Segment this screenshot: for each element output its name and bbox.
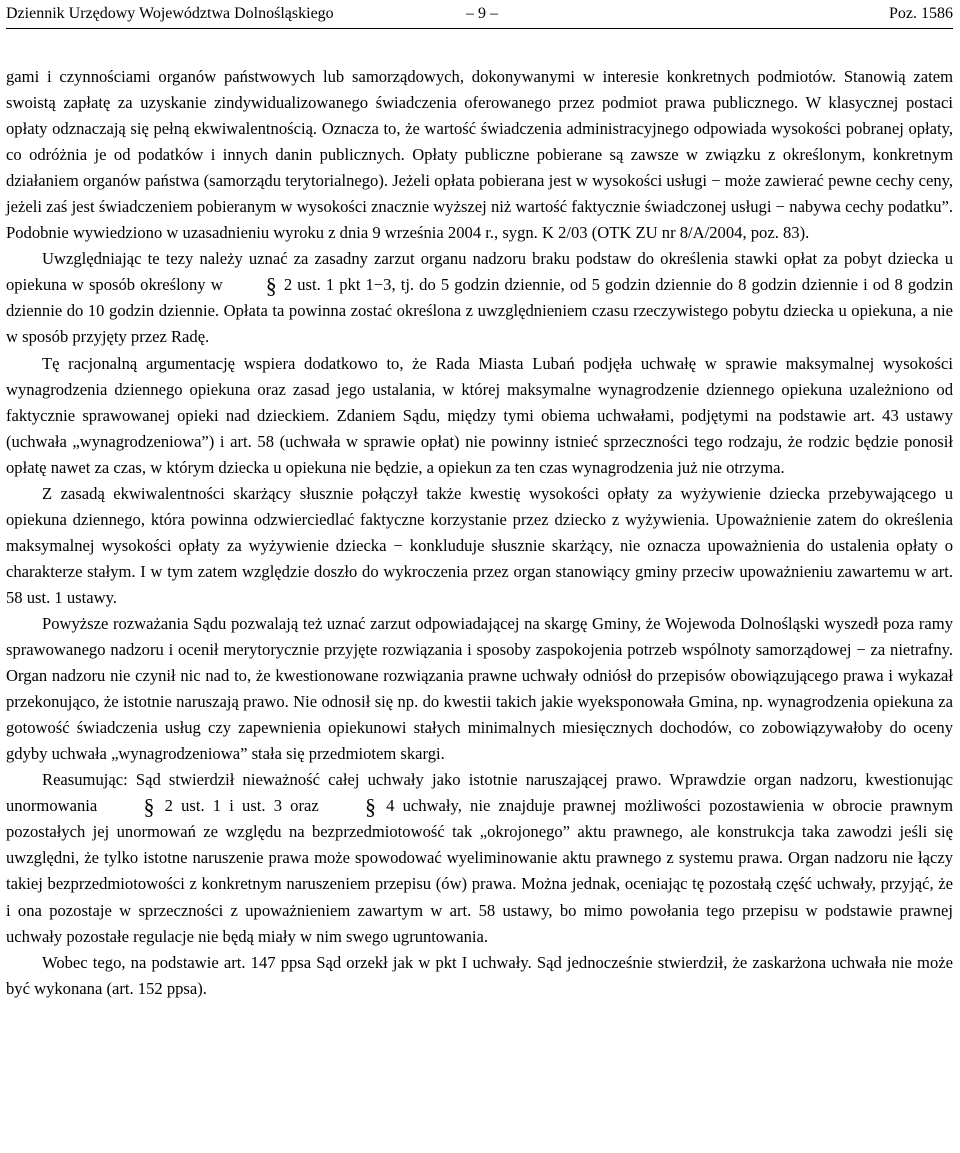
page-header bbox=[6, 0, 953, 28]
document-body bbox=[6, 64, 953, 1002]
paragraph-3: Tę racjonalną argumentację wspiera dodatkowo to, że Rada Miasta Lubań podjęła uchwałę w sprawie maksymalnej wysokości wynagrodzenia dziennego opiekuna oraz zasad jego ustalania, w której maksymalne wynagrodzenie dziennego opiekuna uzależniono od faktycznie sprawowanej opieki nad dzieckiem. Zdaniem Sądu, między tymi obiema uchwałami, podjętymi na podstawie art. 43 ustawy (uchwała „wynagrodzeniowa”) i art. 58 (uchwała w sprawie opłat) nie powinny istnieć sprzeczności tego rodzaju, że rodzic będzie ponosił opłatę nawet za czas, w którym dziecka u opiekuna nie będzie, a opiekun za ten czas wynagrodzenia już nie otrzyma. bbox=[6, 353, 953, 477]
paragraph-6: Reasumując: Sąd stwierdził nieważność całej uchwały jako istotnie naruszającej prawo. Wprawdzie organ nadzoru, kwestionując unormowania § 2 ust. 1 i ust. 3 oraz § 4 uchwały, nie znajduje prawnej możliwości pozostawienia w obrocie prawnym pozostałych jej unormowań ze względu na bezprzedmiotowość tak „okrojonego” aktu prawnego, ale konstrukcja taka zawodzi jeśli się uwzględni, że tylko istotne naruszenie prawa może spowodować wyeliminowanie aktu prawnego z systemu prawa. Organ nadzoru nie łączy takiej bezprzedmiotowości z konkretnym naruszeniem przepisu (ów) prawa. Można jednak, oceniając tę pozostałą część uchwały, przyjąć, że i ona pozostaje w sprzeczności z upoważnieniem zawartym w art. 58 ustawy, bo mimo powołania tego przepisu w podstawie prawnej uchwały pozostałe regulacje nie będą miały w nim swego ugruntowania. bbox=[6, 770, 954, 946]
paragraph-7: Wobec tego, na podstawie art. 147 ppsa Sąd orzekł jak w pkt I uchwały. Sąd jednocześnie stwierdził, że zaskarżona uchwała nie może być wykonana (art. 152 ppsa). bbox=[6, 952, 953, 998]
position-number: Poz. 1586 bbox=[889, 5, 953, 22]
journal-title: Dziennik Urzędowy Województwa Dolnośląskiego bbox=[6, 5, 334, 22]
paragraph-6-part-b: 2 ust. 1 i ust. 3 oraz bbox=[164, 796, 319, 816]
paragraph-1: gami i czynnościami organów państwowych lub samorządowych, dokonywanymi w interesie konkretnych podmiotów. Stanowią zatem swoistą zapłatę za uzyskanie zindywidualizowanego świadczenia oferowanego przez podmiot prawa publicznego. W klasycznej postaci opłaty odznaczają się pełną ekwiwalentnością. Oznacza to, że wartość świadczenia administracyjnego odpowiada wysokości pobranej opłaty, co odróżnia je od podatków i innych danin publicznych. Opłaty publiczne pobierane są zawsze w związku z określonym, konkretnym działaniem organów państwa (samorządu terytorialnego). Jeżeli opłata pobierana jest w wysokości usługi − może zawierać pewne cechy ceny, jeżeli zaś jest świadczeniem pobieranym w wysokości znacznie wyższej niż wartość faktycznie świadczonej usługi − nabywa cechy podatku”. Podobnie wywiedziono w uzasadnieniu wyroku z dnia 9 września 2004 r., sygn. K 2/03 (OTK ZU nr 8/A/2004, poz. 83). bbox=[6, 67, 953, 243]
paragraph-2-part-b: 2 ust. 1 pkt 1−3, tj. do 5 godzin dziennie, od 5 godzin dziennie do 8 godzin dziennie i od 8 godzin dziennie do 10 godzin dziennie. Opłata ta powinna zostać określona z uwzględnieniem czasu rzeczywistego pobytu dziecka u opiekuna, a nie w sposób przyjęty przez Radę. bbox=[6, 275, 954, 347]
paragraph-2-part-a: Uwzględniając te tezy należy uznać za zasadny zarzut organu nadzoru braku podstaw do określenia stawki opłat za pobyt dziecka u opiekuna w sposób określony w bbox=[6, 249, 953, 295]
paragraph-2: Uwzględniając te tezy należy uznać za zasadny zarzut organu nadzoru braku podstaw do określenia stawki opłat za pobyt dziecka u opiekuna w sposób określony w § 2 ust. 1 pkt 1−3, tj. do 5 godzin dziennie, od 5 godzin dziennie do 8 godzin dziennie i od 8 godzin dziennie do 10 godzin dziennie. Opłata ta powinna zostać określona z uwzględnieniem czasu rzeczywistego pobytu dziecka u opiekuna, a nie w sposób przyjęty przez Radę. bbox=[6, 249, 954, 347]
paragraph-6-part-c: 4 uchwały, nie znajduje prawnej możliwości pozostawienia w obrocie prawnym pozostałych jej unormowań ze względu na bezprzedmiotowość tak „okrojonego” aktu prawnego, ale konstrukcja taka zawodzi jeśli się uwzględni, że tylko istotne naruszenie prawa może spowodować wyeliminowanie aktu prawnego z systemu prawa. Organ nadzoru nie łączy takiej bezprzedmiotowości z konkretnym naruszeniem przepisu (ów) prawa. Można jednak, oceniając tę pozostałą część uchwały, przyjąć, że i ona pozostaje w sprzeczności z upoważnieniem zawartym w art. 58 ustawy, bo mimo powołania tego przepisu w podstawie prawnej uchwały pozostałe regulacje nie będą miały w nim swego ugruntowania. bbox=[6, 796, 954, 946]
page-number: – 9 – bbox=[466, 5, 498, 22]
paragraph-6-part-a: Reasumując: Sąd stwierdził nieważność całej uchwały jako istotnie naruszającej prawo. Wprawdzie organ nadzoru, kwestionując unormowania bbox=[6, 770, 953, 816]
header-rule bbox=[6, 28, 953, 29]
paragraph-4: Z zasadą ekwiwalentności skarżący słusznie połączył także kwestię wysokości opłaty za wyżywienie dziecka przebywającego u opiekuna dziennego, która powinna odzwierciedlać faktyczne korzystanie przez dziecko z wyżywienia. Upoważnienie zatem do określenia maksymalnej wysokości opłaty za wyżywienie dziecka − konkluduje słusznie skarżący, nie oznacza upoważnienia do ustalenia opłaty o charakterze stałym. I w tym zatem względzie doszło do wykroczenia przez organ stanowiący gminy przeciw upoważnieniu zawartemu w art. 58 ust. 1 ustawy. bbox=[6, 483, 953, 607]
paragraph-5: Powyższe rozważania Sądu pozwalają też uznać zarzut odpowiadającej na skargę Gminy, że Wojewoda Dolnośląski wyszedł poza ramy sprawowanego nadzoru i ocenił merytorycznie przyjęte rozwiązania i sposoby zaspokojenia potrzeb wspólnoty samorządowej − za nietrafny. Organ nadzoru nie czynił nic nad to, że kwestionowane rozwiązania prawne uchwały odniósł do przepisów obowiązującego prawa i wykazał przekonująco, że istotnie naruszają prawo. Nie odnosił się np. do kwestii takich jakie wyeksponowała Gmina, np. wynagrodzenia opiekuna za gotowość świadczenia usług czy zapewnienia opiekunowi stałych minimalnych miesięcznych dochodów, co zobowiązywałoby do oceny gdyby uchwała „wynagrodzeniowa” stała się przedmiotem skargi. bbox=[6, 613, 953, 764]
